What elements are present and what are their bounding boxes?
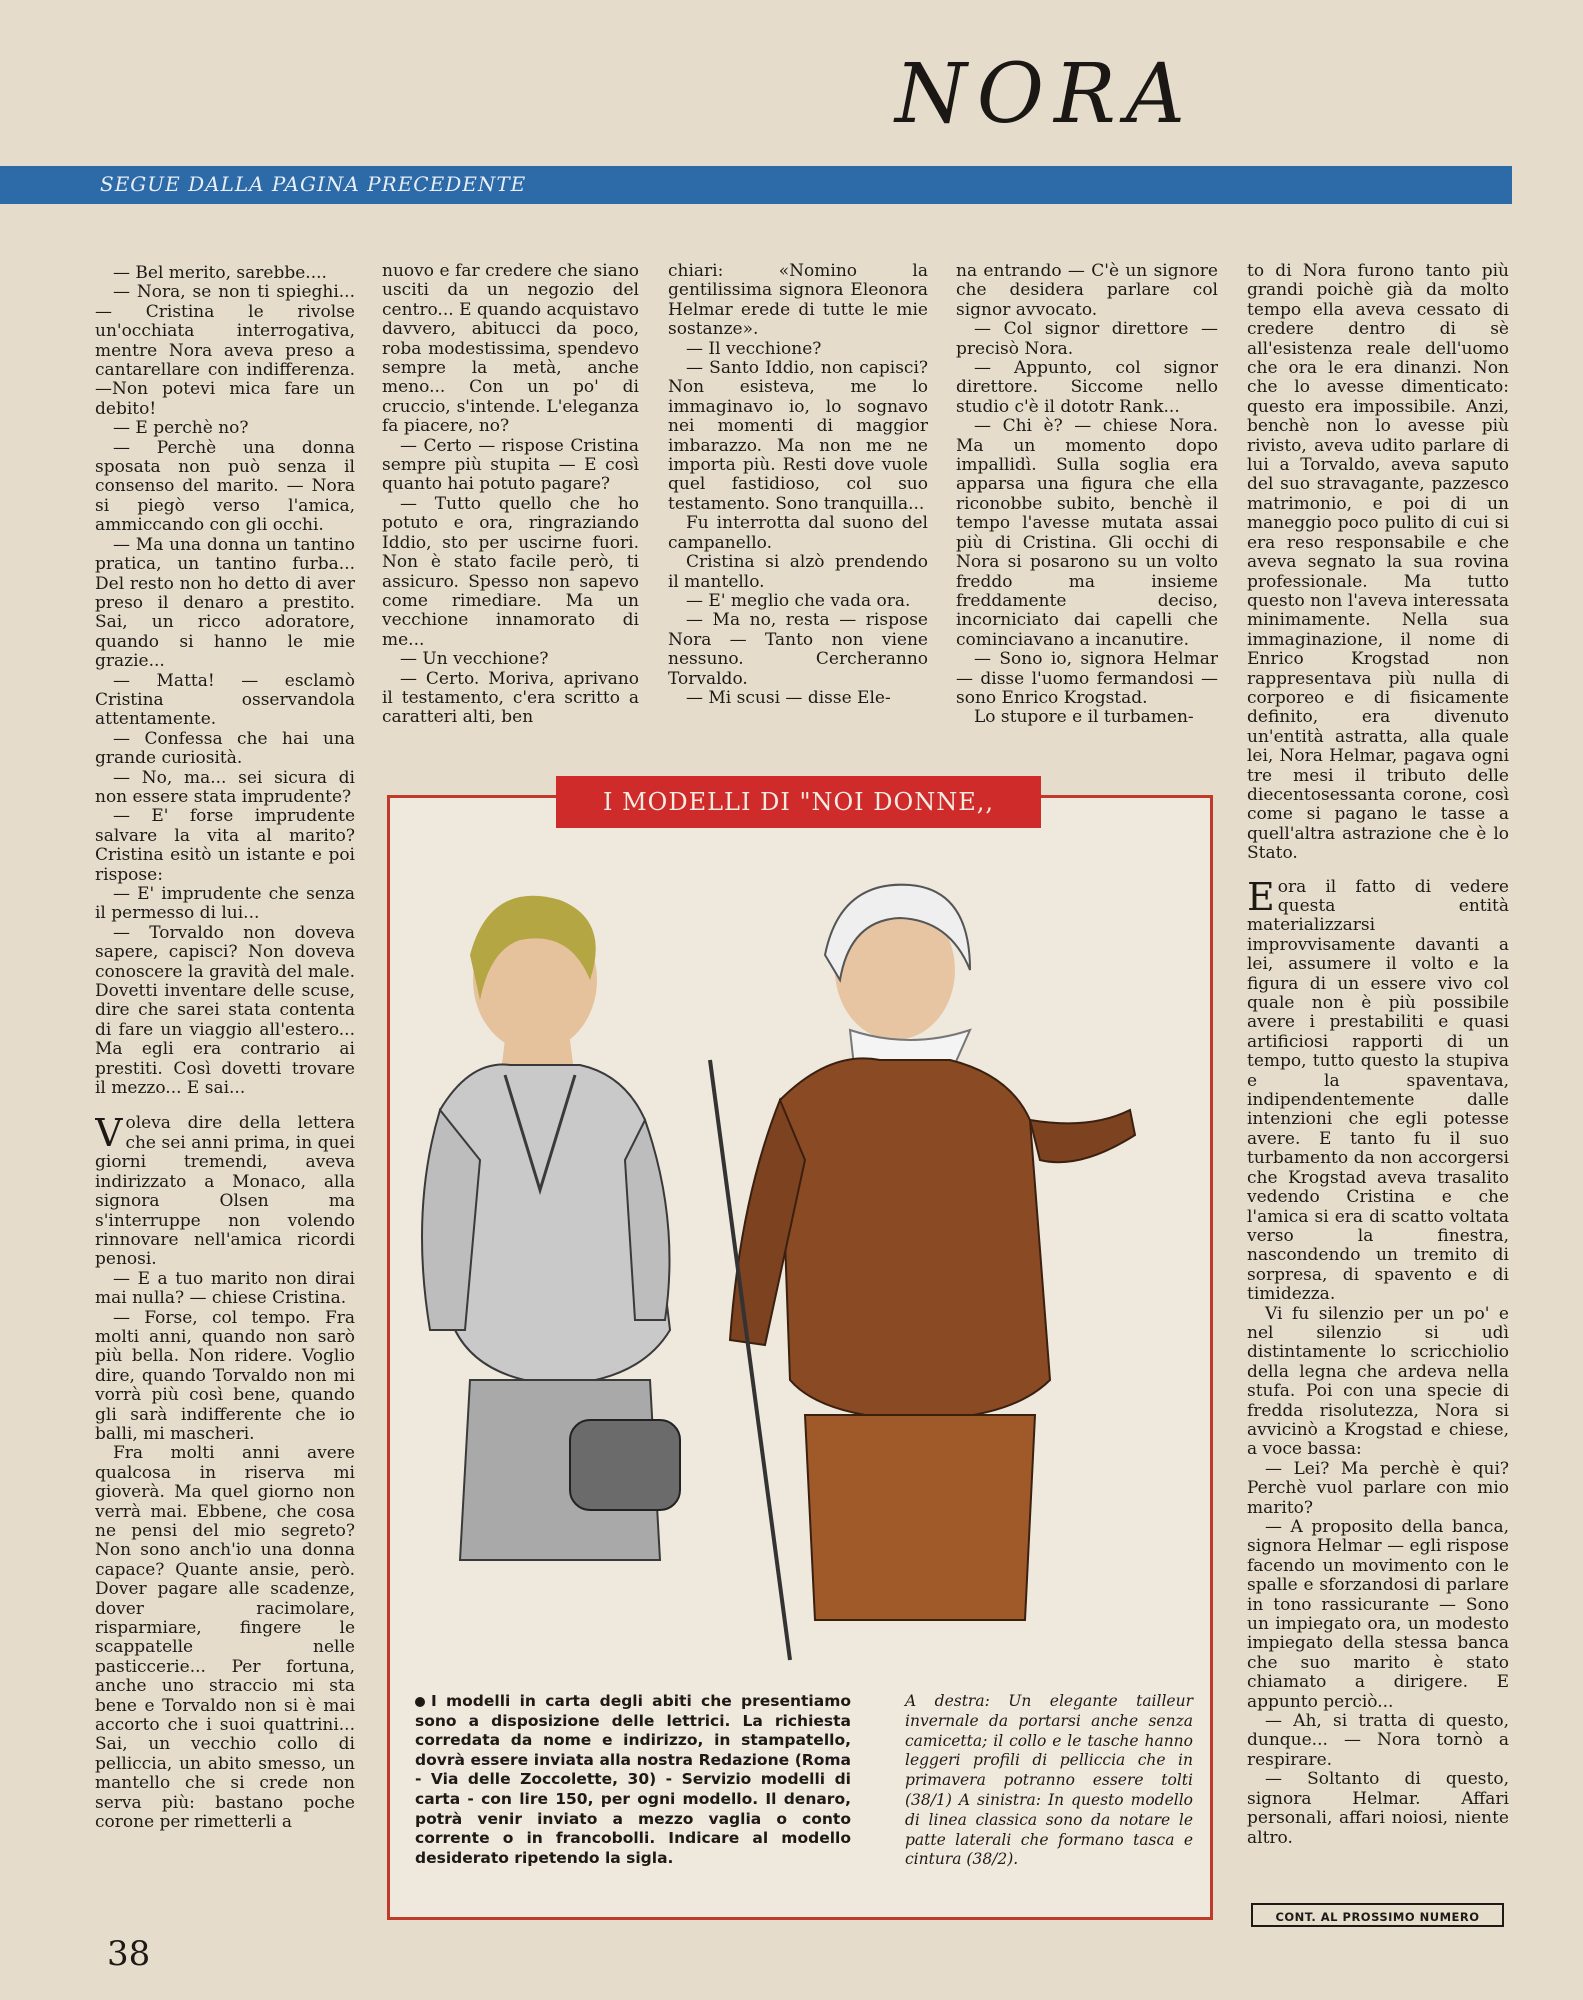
caption-model-descriptions: A destra: Un elegante tailleur invernale da portarsi anche senza camicetta; il collo e le tasche hanno leggeri profili di pelliccia che in primavera potranno essere tolti (38/1) A sinistra: In questo modello di linea classica sono da notare le patte laterali che formano tasca e cintura (38/2). [905,1692,1193,1869]
paragraph: — Perchè una donna sposata non può senza il consenso del marito. — Nora si piegò verso l'amica, ammiccando con gli occhi. [95,437,355,536]
caption-left-text: I modelli in carta degli abiti che presentiamo sono a disposizione delle lettrici. La richiesta corredata da nome e indirizzo, in stampatello, dovrà essere inviata alla nostra Redazione (Roma - Via delle Zoccolette, 30) - Servizio modelli di carta - con lire 150, per ogni modello. Il denaro, potrà venir inviato a mezzo vaglia o conto corrente o in francobolli. Indicare al modello desiderato ripetendo la sigla. [415,1692,851,1867]
paragraph-dropcap [1247,874,1509,1305]
paragraph: to di Nora furono tanto più grandi poichè già da molto tempo ella aveva cessato di credere dentro di sè all'esistenza reale dell'uomo che ora le era dinanzi. Non che lo avesse dimenticato: questo era impossibile. Anzi, benchè non lo avesse più rivisto, aveva udito parlare di lui a Torvaldo, aveva saputo del suo stravagante, pazzesco matrimonio, e poi di un maneggio poco pulito di cui si era reso responsabile e che aveva segnato la sua rovina professionale. Ma tutto questo non l'aveva interessata minimamente. Nella sua immaginazione, il nome di Enrico Krogstad non rappresentava più nulla di corporeo e di fisicamente definito, era divenuto un'entità astratta, alla quale lei, Nora Helmar, pagava ogni tre mesi il tributo delle diecentosessanta corone, così come si pagano le tasse a quell'altra astrazione che è lo Stato. [1247,262,1509,864]
paragraph: — E' meglio che vada ora. [686,590,911,611]
paragraph: — Forse, col tempo. Fra molti anni, quando non sarò più bella. Non ridere. Voglio dire, quando Torvaldo non mi vorrà più così bene, quando gli sarà indifferente che io balli, mi mascheri. [95,1307,355,1444]
paragraph: — Ma una donna un tantino pratica, un tantino furba... Del resto non ho detto di aver preso il denaro a prestito. Sai, un ricco adoratore, quando si hanno le mie grazie... [95,534,355,672]
paragraph: — Confessa che hai una grande curiosità. [95,728,355,769]
paragraph: na entrando — C'è un signore che desidera parlare col signor avvocato. [956,262,1218,320]
paragraph: — Soltanto di questo, signora Helmar. Affari personali, affari noiosi, niente altro. [1247,1769,1509,1848]
continuation-banner [0,166,1512,204]
article-column-5 [1247,262,1509,1892]
box-title: I MODELLI DI "NOI DONNE,, [556,776,1041,828]
paragraph: — Mi scusi — disse Ele- [686,687,891,708]
paragraph: — No, ma... sei sicura di non essere stata imprudente? [95,767,355,807]
model-left-figure [422,896,680,1560]
article-column-1 [95,264,355,1924]
page-title: NORA [895,47,1195,142]
paragraph: — A proposito della banca, signora Helmar — egli rispose facendo un movimento con le spalle e sforzandosi di parlare in tono rassicurante — Sono un impiegato ora, un modesto impiegato della stessa banca che suo marito è stato chiamato a dirigere. E appunto perciò... [1247,1517,1509,1712]
paragraph: Cristina si alzò prendendo il mantello. [668,552,928,592]
continued-next-issue: CONT. AL PROSSIMO NUMERO [1251,1903,1504,1927]
paragraph: — Appunto, col signor direttore. Siccome nello studio c'è il dototr Rank... [956,358,1218,417]
paragraph: — Certo. Moriva, aprivano il testamento, c'era scritto a caratteri alti, ben [382,668,639,728]
paragraph-text: oleva dire della lettera che sei anni prima, in quei giorni tremendi, aveva indirizzato a Monaco, alla signora Olsen ma s'interruppe non volendo rinnovare nell'amica ricordi penosi. [95,1113,355,1270]
paragraph: — Un vecchione? [400,649,549,670]
paragraph: Fu interrotta dal suono del campanello. [668,513,928,553]
paragraph: — Nora, se non ti spieghi... — Cristina le rivolse un'occhiata interrogativa, mentre Nora aveva preso a cantarellare con indifferenza. —Non potevi mica fare un debito! [95,282,355,419]
bullet-icon [415,1697,425,1707]
paragraph-text: ora il fatto di vedere questa entità materializzarsi improvvisamente davanti a lei, assumere il volto e la figura di un essere vivo col quale non è più possibile avere i prestabiliti e quasi artificiosi rapporti di un tempo, tutto questo la stupiva e la spaventava, indipendentemente dalle intenzioni che egli potesse avere. E tanto fu il suo turbamento da non accorgersi che Krogstad aveva trasalito vedendo Cristina e che l'amica si era di scatto voltata verso la finestra, nascondendo un tremito di sorpresa, di spavento e di timidezza. [1247,876,1509,1305]
paragraph: — E perchè no? [113,418,249,439]
paragraph: — E a tuo marito non dirai mai nulla? — chiese Cristina. [95,1268,355,1309]
paragraph: — Ah, si tratta di questo, dunque... — Nora tornò a respirare. [1247,1711,1509,1770]
paragraph: — Matta! — esclamò Cristina osservandola attentamente. [95,670,355,730]
page-number: 38 [107,1934,151,1974]
paragraph: nuovo e far credere che siano usciti da un negozio del centro... E quando acquistavo davvero, abitucci da poco, roba modestissima, spendevo sempre la metà, anche meno... Con un po' di cruccio, s'intende. L'eleganza fa piacere, no? [382,262,639,437]
caption-ordering-info [415,1692,851,1868]
paragraph: — Santo Iddio, non capisci? Non esisteva, me lo immaginavo io, lo sognavo nei momenti di maggior imbarazzo. Ma non me ne importa più. Resti dove vuole quel fastidioso, col suo testamento. Sono tranquilla... [668,358,928,514]
paragraph: — Certo — rispose Cristina sempre più stupita — E così quanto hai potuto pagare? [382,435,639,495]
paragraph-dropcap [95,1111,355,1270]
paragraph: — Col signor direttore — precisò Nora. [956,319,1218,359]
paragraph: chiari: «Nomino la gentilissima signora Eleonora Helmar erede di tutte le mie sostanze». [668,262,928,340]
drop-cap: E [1247,874,1275,919]
paragraph: — Torvaldo non doveva sapere, capisci? Non doveva conoscere la gravità del male. Dovetti inventare delle scuse, dire che sarei stata contenta di fare un viaggio all'estero... Ma egli era contrario ai prestiti. Così dovetti trovare il mezzo... E sai... [95,922,355,1099]
paragraph: Lo stupore e il turbamen- [974,707,1194,728]
paragraph: — Tutto quello che ho potuto e ora, ringraziando Iddio, sto per uscirne fuori. Non è stato facile però, ti assicuro. Spesso non sapevo come rimediare. Ma un vecchione innamorato di me... [382,493,639,650]
paragraph: — Ma no, resta — rispose Nora — Tanto non viene nessuno. Cercheranno Torvaldo. [668,610,928,689]
drop-cap: V [95,1111,123,1156]
fashion-illustration [410,860,1190,1680]
banner-text: SEGUE DALLA PAGINA PRECEDENTE [100,172,527,196]
paragraph: — E' forse imprudente salvare la vita al marito? Cristina esitò un istante e poi rispose: [95,806,355,885]
article-column-4 [956,262,1218,752]
paragraph: Fra molti anni avere qualcosa in riserva mi gioverà. Ma quel giorno non verrà mai. Ebbene, che cosa ne pensi del mio segreto? Non sono anch'io una donna capace? Quante ansie, però. Dover pagare alle scadenze, dover racimolare, risparmiare, fingere le scappatelle nelle pasticcerie... Per fortuna, anche uno straccio mi sta bene e Torvaldo non si è mai accorto che i suoi quattrini... Sai, un vecchio collo di pelliccia, un abito smesso, un mantello che si crede non serva più: bastano poche corone per rimetterli a [95,1443,355,1833]
paragraph: — Chi è? — chiese Nora. Ma un momento dopo impallidì. Sulla soglia era apparsa una figura che ella riconobbe subito, benchè il tempo l'avesse mutata assai più di Cristina. Gli occhi di Nora si posarono su un volto freddo ma insieme freddamente deciso, incorniciato dai capelli che cominciavano a incanutire. [956,416,1218,650]
paragraph: — Bel merito, sarebbe.... [113,264,327,283]
model-right-figure [710,885,1135,1660]
paragraph: — Il vecchione? [686,338,822,359]
article-column-2 [382,262,639,752]
article-column-3 [668,262,928,752]
paragraph: — Sono io, signora Helmar — disse l'uomo fermandosi — sono Enrico Krogstad. [956,649,1218,708]
paragraph: — E' imprudente che senza il permesso di lui... [95,884,355,924]
paragraph: — Lei? Ma perchè è qui? Perchè vuol parlare con mio marito? [1247,1458,1509,1518]
paragraph: Vi fu silenzio per un po' e nel silenzio si udì distintamente lo scricchiolio della legna che ardeva nella stufa. Poi con una specie di fredda risolutezza, Nora si avvicinò a Krogstad e chiese, a voce bassa: [1247,1303,1509,1460]
